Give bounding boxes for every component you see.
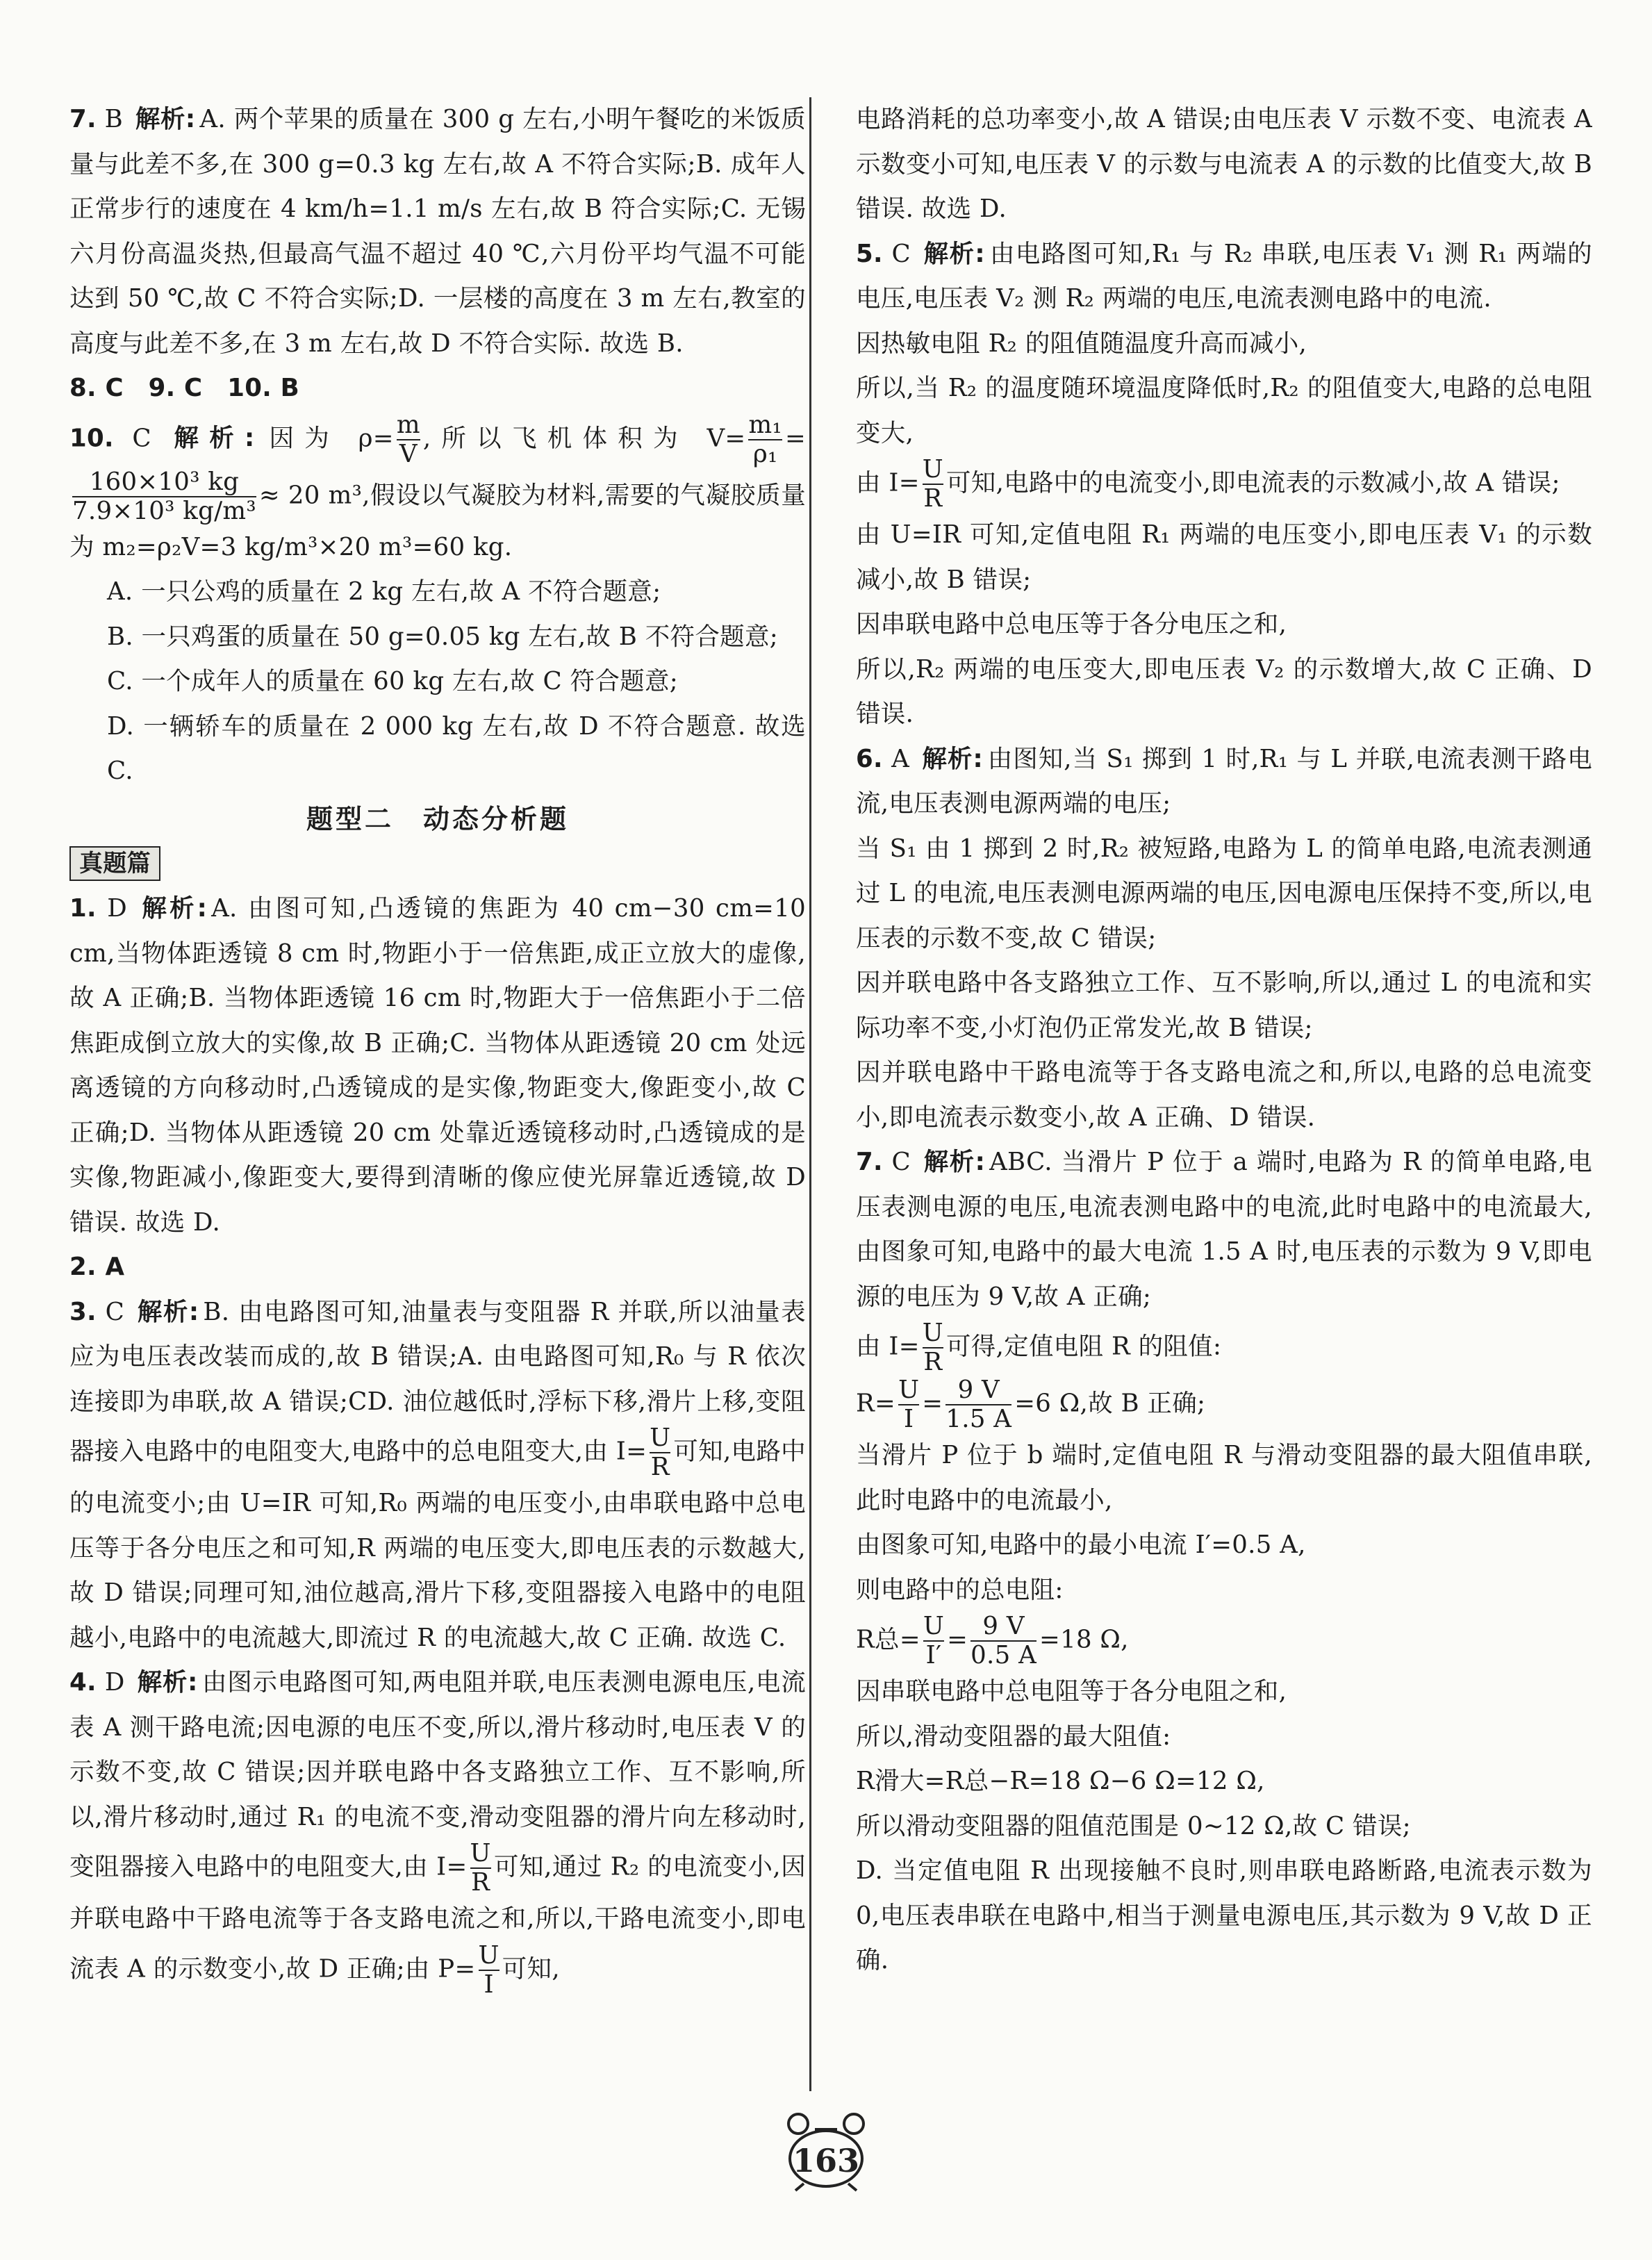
answer-z2: 2. A	[69, 1253, 125, 1281]
analysis-label: 解析:	[922, 744, 983, 773]
right-column	[856, 97, 1592, 1983]
fraction	[479, 1942, 499, 1999]
fraction	[470, 1840, 491, 1897]
option-c: C. 一个成年人的质量在 60 kg 左右,故 C 符合题意;	[107, 667, 679, 695]
analysis-line: 所以滑动变阻器的阻值范围是 0~12 Ω,故 C 错误;	[856, 1811, 1411, 1840]
option-a: A. 一只公鸡的质量在 2 kg 左右,故 A 不符合题意;	[107, 577, 661, 606]
analysis-text: A. 两个苹果的质量在 300 g 左右,小明午餐吃的米饭质量与此差不多,在 300 g=0.3 kg 左右,故 A 不符合实际;B. 成年人正常步行的速度在 4 km/h=1.1 m/s 左右,故 B 符合实际;C. 无锡六月份高温炎热,但最高气温不超过 40 ℃,六月份平均气温不可能达到 50 ℃,故 C 不符合实际;D. 一层楼的高度在 3 m 左右,教室的高度与此差不多,在 3 m 左右,故 D 不符合实际. 故选 B.	[69, 105, 807, 358]
analysis-text: 可得,定值电阻 R 的阻值:	[945, 1332, 1222, 1361]
analysis-text: =	[922, 1389, 943, 1418]
answer-letter: D	[104, 1668, 125, 1697]
question-number: 1.	[69, 894, 97, 923]
analysis-label: 解析:	[135, 105, 196, 133]
analysis-line: 当 S₁ 由 1 掷到 2 时,R₂ 被短路,电路为 L 的简单电路,电流表测通过 L 的电流,电压表测电源两端的电压,因电源电压保持不变,所以,电压表的示数不变,故 C 错误;	[856, 834, 1592, 952]
analysis-text: 由图示电路图可知,两电阻并联,电压表测电源电压,电流表 A 测干路电流;因电源的电压不变,所以,滑片移动时,电压表 V 的示数不变,故 C 错误;因并联电路中各支路独立工作、互不影响,所以,滑片移动时,通过 R₁ 的电流不变,滑动变阻器的滑片向左移动时,变阻器接入电路中的电阻变大,由 I=	[69, 1668, 807, 1881]
analysis-text: B. 由电路图可知,油量表与变阻器 R 并联,所以油量表应为电压表改装而成的,故 B 错误;A. 由电路图可知,R₀ 与 R 依次连接即为串联,故 A 错误;CD. 油位越低时,浮标下移,滑片上移,变阻器接入电路中的电阻变大,电路中的总电阻变大,由 I=	[69, 1297, 806, 1466]
fraction-numerator: 9 V	[957, 1376, 1000, 1404]
formula-text: ≈ 20 m³,假设以气凝胶为材料,需要的气凝胶质量为 m₂=ρ₂V=3 kg/m³×20 m³=60 kg.	[69, 481, 806, 561]
analysis-text: A. 由图可知,凸透镜的焦距为 40 cm−30 cm=10 cm,当物体距透镜 8 cm 时,物距小于一倍焦距,成正立放大的虚像,故 A 正确;B. 当物体距透镜 16 cm 时,物距大于一倍焦距小于二倍焦距成倒立放大的实像,故 B 正确;C. 当物体从距透镜 20 cm 处远离透镜的方向移动时,凸透镜成的是实像,物距变大,像距变小,故 C 正确;D. 当物体从距透镜 20 cm 处靠近透镜移动时,凸透镜成的是实像,物距减小,像距变大,要得到清晰的像应使光屏靠近透镜,故 D 错误. 故选 D.	[69, 894, 806, 1237]
fraction	[748, 411, 782, 468]
analysis-text: 可知,电路中的电流变小,即电流表的示数减小,故 A 错误;	[945, 468, 1560, 497]
fraction	[650, 1424, 670, 1481]
fraction	[970, 1612, 1036, 1669]
analysis-line: 由图象可知,电路中的最小电流 I′=0.5 A,	[856, 1531, 1306, 1559]
analysis-line: 由 U=IR 可知,定值电阻 R₁ 两端的电压变小,即电压表 V₁ 的示数减小,故 B 错误;	[856, 520, 1592, 594]
analysis-text: 由 I=	[856, 1332, 920, 1361]
fraction-denominator: 1.5 A	[945, 1405, 1012, 1433]
answer-letter: D	[107, 894, 127, 923]
page-footer	[763, 2109, 889, 2192]
analysis-line: R滑大=R总−R=18 Ω−6 Ω=12 Ω,	[856, 1767, 1265, 1795]
analysis-line: 因热敏电阻 R₂ 的阻值随温度升高而减小,	[856, 329, 1307, 358]
fraction-denominator: 7.9×10³ kg/m³	[72, 496, 256, 525]
fraction-numerator: U	[470, 1839, 491, 1867]
section-tag: 真题篇	[69, 846, 160, 881]
analysis-text: R=	[856, 1389, 896, 1418]
analysis-text: =	[947, 1625, 968, 1654]
answer-z3	[69, 1290, 806, 1661]
answer-z4	[69, 1660, 806, 1999]
fraction	[923, 456, 943, 513]
analysis-line: 因串联电路中总电压等于各分电压之和,	[856, 610, 1287, 638]
answer-z1	[69, 886, 806, 1245]
answer-letter: C	[891, 239, 911, 268]
analysis-text: =6 Ω,故 B 正确;	[1014, 1389, 1206, 1418]
answer-z7	[856, 1140, 1592, 1319]
option-b: B. 一只鸡蛋的质量在 50 g=0.05 kg 左右,故 B 不符合题意;	[107, 622, 779, 651]
fraction-denominator: I	[479, 1970, 499, 1999]
fraction-denominator: V	[397, 439, 420, 468]
formula-text: =	[784, 424, 806, 452]
analysis-line	[856, 1319, 1592, 1376]
answer-z5	[856, 232, 1592, 322]
answer-letter: C	[891, 1148, 911, 1176]
answer-z4-continued: 电路消耗的总功率变小,故 A 错误;由电压表 V 示数不变、电流表 A 示数变小可知,电压表 V 的示数与电流表 A 的示数的比值变大,故 B 错误. 故选 D.	[856, 105, 1592, 223]
fraction-numerator: m₁	[748, 410, 782, 439]
fraction-denominator: R	[650, 1453, 670, 1481]
analysis-label: 解析:	[142, 894, 208, 923]
answer-letter: C	[132, 424, 151, 452]
fraction-numerator: U	[478, 1940, 499, 1970]
fraction-numerator: 9 V	[982, 1612, 1025, 1640]
analysis-label: 解析:	[923, 1148, 986, 1176]
fraction-denominator: R	[923, 484, 943, 513]
fraction-denominator: R	[471, 1868, 490, 1897]
analysis-line	[856, 1612, 1592, 1669]
analysis-text: R总=	[856, 1625, 920, 1654]
fraction-numerator: U	[922, 1319, 943, 1347]
analysis-line	[856, 1376, 1592, 1433]
page-number: 163	[792, 2142, 860, 2179]
analysis-text: ABC. 当滑片 P 位于 a 端时,电路为 R 的简单电路,电压表测电源的电压,电流表测电路中的电流,此时电路中的电流最大,由图象可知,电路中的最大电流 1.5 A 时,电压表的示数为 9 V,即电源的电压为 9 V,故 A 正确;	[856, 1148, 1592, 1311]
answer-letter: A	[891, 744, 910, 773]
analysis-line	[856, 456, 1592, 513]
analysis-line: 当滑片 P 位于 b 端时,定值电阻 R 与滑动变阻器的最大阻值串联,此时电路中的电流最小,	[856, 1441, 1592, 1515]
fraction	[923, 1612, 944, 1669]
analysis-line: 因并联电路中各支路独立工作、互不影响,所以,通过 L 的电流和实际功率不变,小灯泡仍正常发光,故 B 错误;	[856, 968, 1592, 1042]
fraction	[397, 411, 420, 468]
answer-letter: B	[104, 105, 124, 133]
question-number: 7.	[69, 105, 97, 133]
analysis-label: 解析:	[137, 1668, 198, 1697]
answer-letter: C	[105, 1297, 125, 1326]
question-number: 7.	[856, 1148, 883, 1176]
fraction-numerator: 160×10³ kg	[89, 467, 240, 496]
answer-z6	[856, 737, 1592, 827]
question-number: 6.	[856, 744, 883, 773]
analysis-line: 所以,R₂ 两端的电压变大,即电压表 V₂ 的示数增大,故 C 正确、D 错误.	[856, 654, 1592, 728]
question-number: 3.	[69, 1297, 97, 1326]
analysis-text: 由图知,当 S₁ 掷到 1 时,R₁ 与 L 并联,电流表测干路电流,电压表测电源两端的电压;	[856, 744, 1592, 818]
answer-q10	[69, 411, 806, 570]
fraction-denominator: I	[898, 1404, 919, 1433]
fraction-numerator: U	[923, 1612, 945, 1640]
analysis-text: 可知,电路中的电流变小;由 U=IR 可知,R₀ 两端的电压变小,由串联电路中总电压等于各分电压之和可知,R 两端的电压变大,即电压表的示数越大,故 D 错误;同理可知,油位越高,滑片下移,变阻器接入电路中的电阻越小,电路中的电流越大,即流过 R 的电流越大,故 C 正确. 故选 C.	[69, 1437, 806, 1652]
column-divider	[809, 97, 811, 2091]
analysis-text: =18 Ω,	[1039, 1625, 1129, 1654]
analysis-text: 可知,通过 R₂ 的电流变小,因并联电路中干路电流等于各支路电流之和,所以,干路电流变小,即电流表 A 的示数变小,故 D 正确;由 P=	[69, 1852, 806, 1983]
answer-q7	[69, 97, 806, 366]
question-number: 5.	[856, 239, 883, 268]
fraction	[72, 468, 256, 525]
analysis-line: D. 当定值电阻 R 出现接触不良时,则串联电路断路,电流表示数为 0,电压表串联在电路中,相当于测量电源电压,其示数为 9 V,故 D 正确.	[856, 1856, 1592, 1974]
fraction-denominator: I′	[923, 1640, 944, 1669]
question-number: 10.	[69, 424, 114, 452]
analysis-text: 由 I=	[856, 468, 920, 497]
analysis-label: 解析:	[923, 239, 985, 268]
analysis-text: 可知,	[502, 1954, 560, 1983]
formula-text: 因为 ρ=	[258, 424, 394, 452]
fraction-numerator: U	[650, 1424, 671, 1452]
analysis-line: 所以,当 R₂ 的温度随环境温度降低时,R₂ 的阻值变大,电路的总电阻变大,	[856, 374, 1592, 447]
fraction-denominator: 0.5 A	[970, 1641, 1037, 1669]
answers-8-10: 8. C 9. C 10. B	[69, 374, 300, 402]
fraction	[898, 1376, 919, 1433]
analysis-line: 因串联电路中总电阻等于各分电阻之和,	[856, 1677, 1287, 1706]
analysis-line: 则电路中的总电阻:	[856, 1575, 1064, 1604]
question-number: 4.	[69, 1668, 97, 1697]
fraction-denominator: R	[923, 1348, 943, 1376]
fraction-numerator: U	[922, 455, 943, 484]
analysis-label: 解析:	[137, 1297, 199, 1326]
analysis-label: 解析:	[174, 424, 255, 452]
section-title: 题型二 动态分析题	[306, 803, 569, 834]
fraction-numerator: U	[898, 1376, 920, 1404]
fraction	[945, 1376, 1011, 1433]
left-column	[69, 97, 806, 1999]
option-d: D. 一辆轿车的质量在 2 000 kg 左右,故 D 不符合题意. 故选 C.	[107, 711, 806, 785]
fraction-numerator: m	[396, 410, 420, 439]
analysis-line: 因并联电路中干路电流等于各支路电流之和,所以,电路的总电流变小,即电流表示数变小,故 A 正确、D 错误.	[856, 1058, 1592, 1132]
fraction-denominator: ρ₁	[748, 439, 782, 468]
analysis-line: 所以,滑动变阻器的最大阻值:	[856, 1722, 1171, 1751]
analysis-text: 由电路图可知,R₁ 与 R₂ 串联,电压表 V₁ 测 R₁ 两端的电压,电压表 V₂ 测 R₂ 两端的电压,电流表测电路中的电流.	[856, 239, 1592, 313]
fraction	[923, 1319, 943, 1376]
formula-text: ,所以飞机体积为 V=	[422, 424, 746, 452]
